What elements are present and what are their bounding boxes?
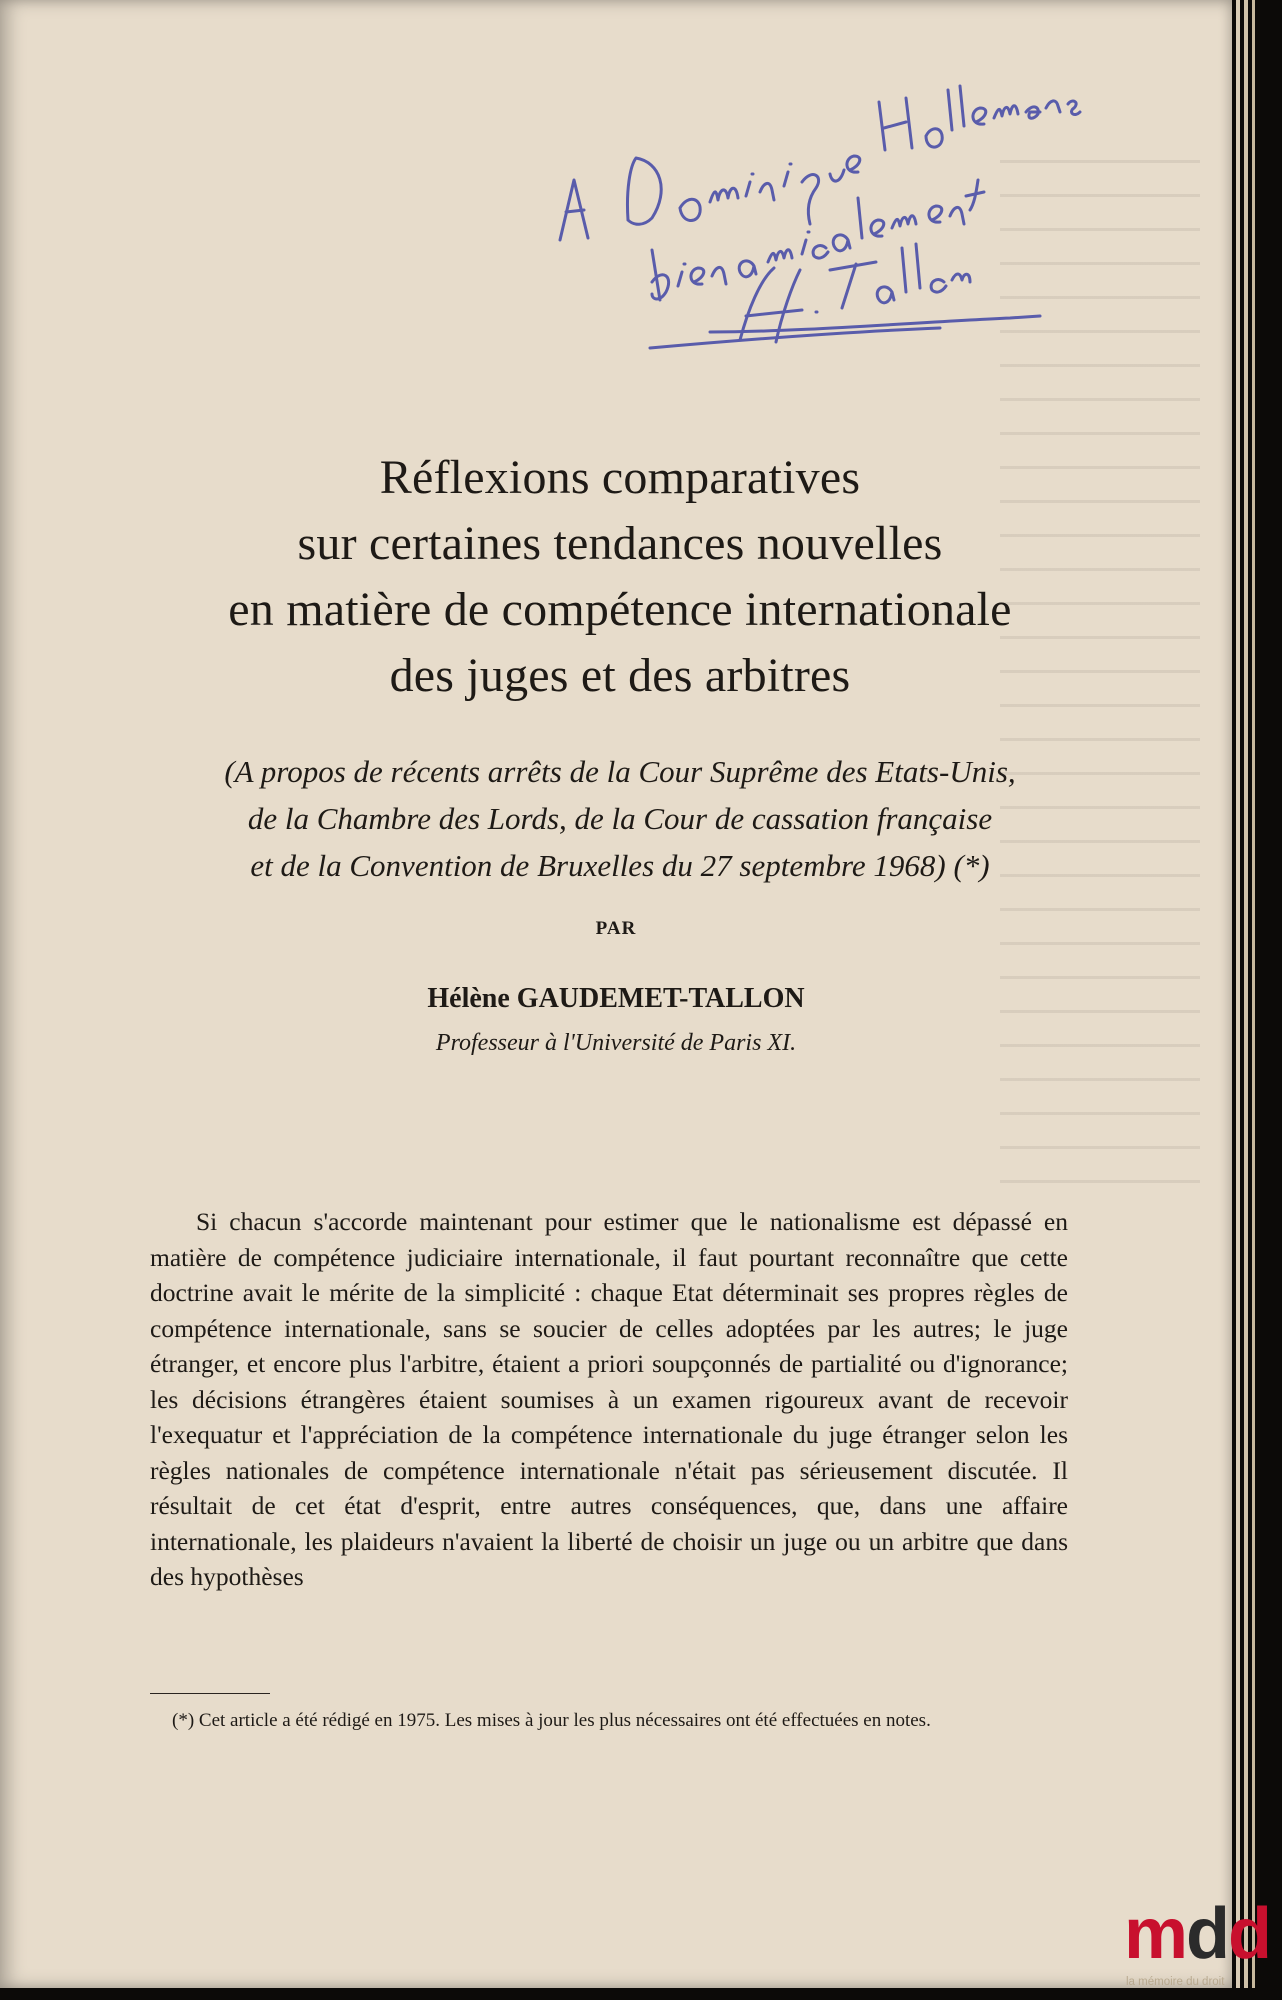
page-edge bbox=[1244, 0, 1248, 1988]
title-line-4: des juges et des arbitres bbox=[389, 649, 851, 702]
footnote-rule bbox=[150, 1693, 270, 1694]
subtitle-line-1: (A propos de récents arrêts de la Cour Suprême des Etats-Unis, bbox=[224, 754, 1016, 789]
byline-par: PAR bbox=[595, 918, 637, 939]
subtitle-line-2: de la Chambre des Lords, de la Cour de cassation française bbox=[247, 801, 993, 836]
page-edge bbox=[1252, 0, 1255, 1988]
title-line-3: en matière de compétence internationale bbox=[228, 583, 1012, 636]
article-title bbox=[150, 445, 1090, 709]
handwritten-dedication bbox=[540, 70, 1100, 350]
title-line-1: Réflexions comparatives bbox=[379, 451, 861, 504]
handwriting-image bbox=[540, 70, 1100, 350]
footnote-text: (*) Cet article a été rédigé en 1975. Les mises à jour les plus nécessaires ont été effectuées en notes. bbox=[172, 1710, 931, 1731]
logo-mark: mdd bbox=[1124, 1894, 1270, 1974]
subtitle-line-3: et de la Convention de Bruxelles du 27 septembre 1968) (*) bbox=[250, 848, 990, 883]
author-name: Hélène GAUDEMET-TALLON bbox=[427, 983, 805, 1014]
author-affiliation: Professeur à l'Université de Paris XI. bbox=[435, 1030, 797, 1056]
title-line-2: sur certaines tendances nouvelles bbox=[297, 517, 943, 570]
logo-tagline: la mémoire du droit bbox=[1126, 1976, 1225, 1988]
body-paragraph: Si chacun s'accorde maintenant pour estimer que le nationalisme est dépassé en matière de compétence judiciaire internationale, il faut pourtant reconnaître que cette doctrine avait le mérite de la simplicité : chaque Etat déterminait ses propres règles de compétence internationale, sans se soucier de celles adoptées par les autres; le juge étranger, et encore plus l'arbitre, étaient a priori soupçonnés de partialité ou d'ignorance; les décisions étrangères étaient soumises à un examen rigoureux avant de recevoir l'exequatur et l'appréciation de la compétence internationale du juge étranger selon les règles nationales de compétence internationale n'était pas sérieusement discutée. Il résultait de cet état d'esprit, entre autres conséquences, que, dans une affaire internationale, les plaideurs n'avaient la liberté de choisir un juge ou un arbitre que dans des hypothèses bbox=[150, 1207, 1068, 1591]
mdd-logo bbox=[1122, 1894, 1282, 2000]
page-edge bbox=[1236, 0, 1240, 1988]
article-subtitle bbox=[110, 748, 1130, 889]
